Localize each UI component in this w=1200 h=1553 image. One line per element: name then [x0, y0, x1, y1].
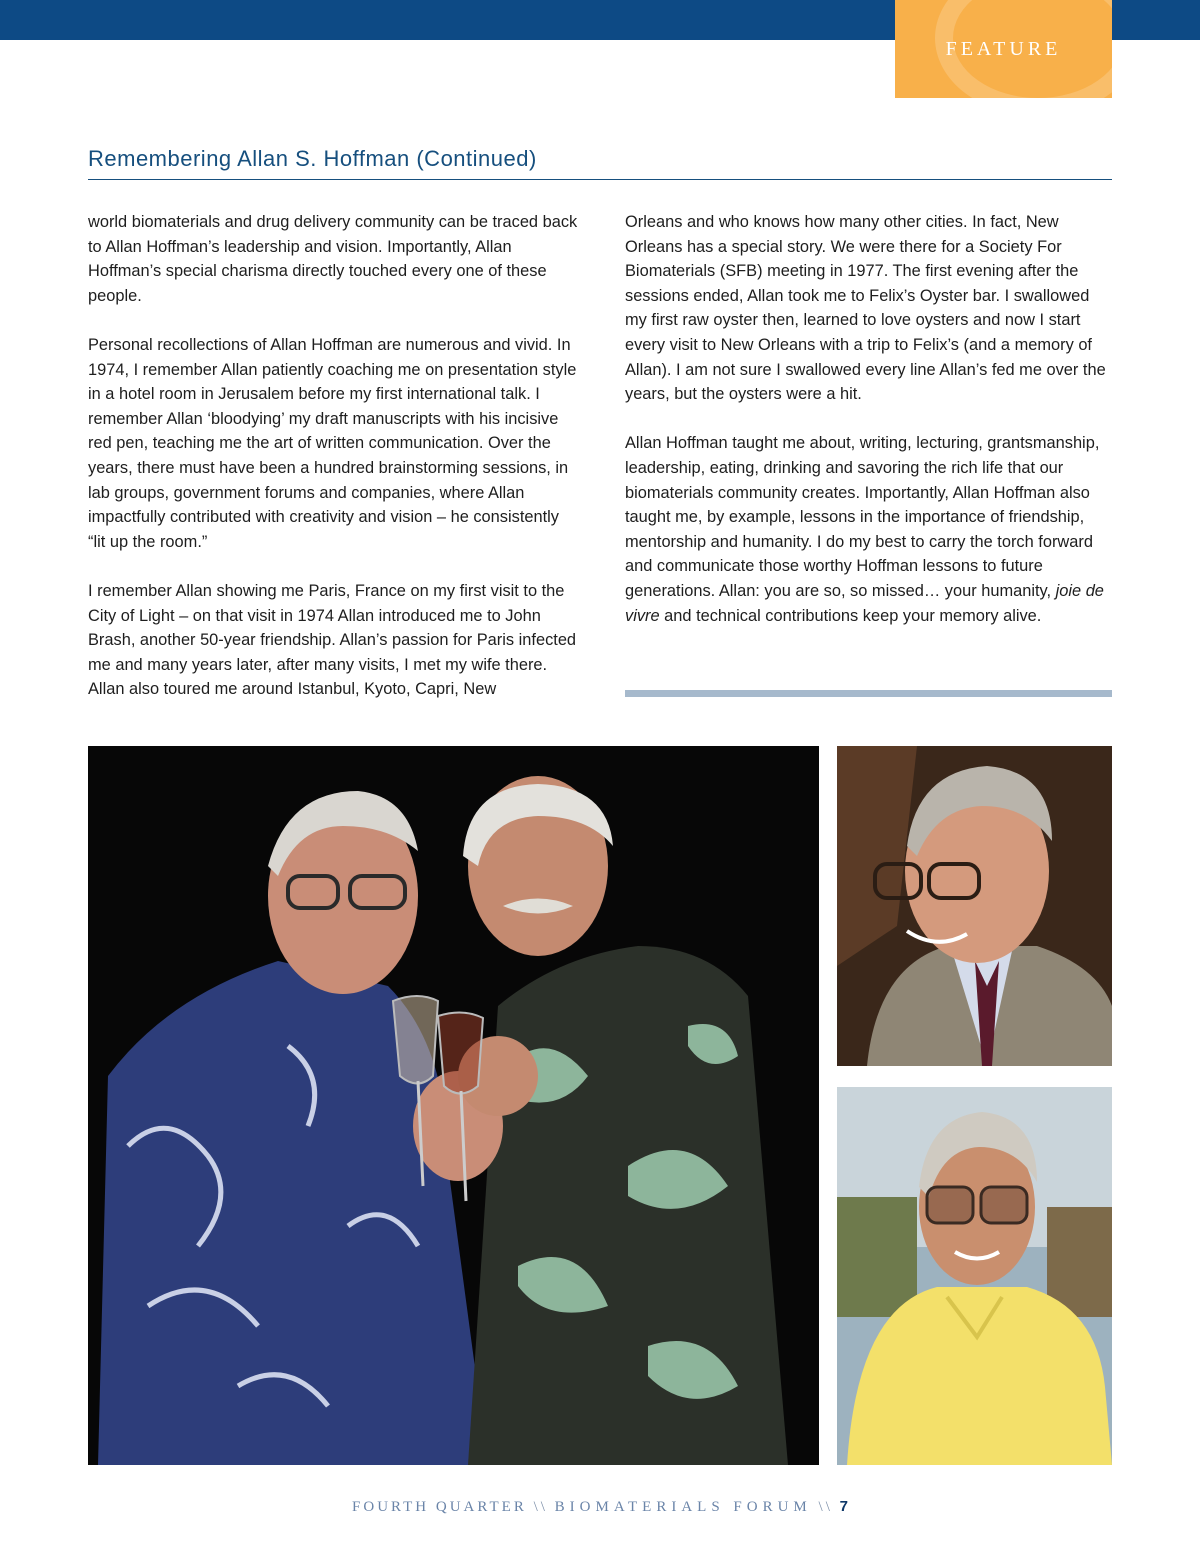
photo-portrait-suit: [837, 746, 1112, 1066]
paragraph-text: and technical contributions keep your memory alive.: [659, 606, 1042, 625]
paragraph: world biomaterials and drug delivery community can be traced back to Allan Hoffman’s leadership and vision. Importantly, Allan Hoffman’s special charisma directly touched every one of these people.: [88, 213, 578, 305]
italic-phrase: joie de vivre: [625, 581, 1104, 625]
article-end-divider: [625, 690, 1112, 697]
footer-separator: \\: [533, 1499, 548, 1515]
photo-portrait-yellow: [837, 1087, 1112, 1465]
footer-separator: \\: [818, 1499, 833, 1515]
footer-publication: BIOMATERIALS FORUM: [554, 1499, 812, 1515]
left-column: [88, 210, 578, 726]
photo-portrait-suit-illustration: [837, 746, 1112, 1066]
photo-portrait-yellow-illustration: [837, 1087, 1112, 1465]
title-divider: [88, 179, 1112, 180]
paragraph: [625, 431, 1115, 628]
photo-toast: [88, 746, 819, 1465]
photo-toast-illustration: [88, 746, 819, 1465]
paragraph: Personal recollections of Allan Hoffman are numerous and vivid. In 1974, I remember Allan patiently coaching me on presentation style in a hotel room in Jerusalem before my first international talk. I remember Allan ‘bloodying’ my draft manuscripts with his incisive red pen, teaching me the art of written communication. Over the years, there must have been a hundred brainstorming sessions, in lab groups, government forums and companies, where Allan impactfully contributed with creativity and vision – he consistently “lit up the room.”: [88, 335, 577, 551]
section-label: FEATURE: [945, 38, 1062, 60]
page-footer: [0, 1498, 1200, 1516]
article-title: Remembering Allan S. Hoffman (Continued): [88, 146, 537, 171]
page-number: 7: [839, 1498, 848, 1515]
right-column: [625, 210, 1115, 653]
paragraph: Orleans and who knows how many other cities. In fact, New Orleans has a special story. We were there for a Society For Biomaterials (SFB) meeting in 1977. The first evening after the sessions ended, Allan took me to Felix’s Oyster bar. I swallowed my first raw oyster then, learned to love oysters and now I start every visit to New Orleans with a trip to Felix’s (and a memory of Allan). I am not sure I swallowed every line Allan’s fed me over the years, but the oysters were a hit.: [625, 213, 1106, 404]
paragraph-text: Allan Hoffman taught me about, writing, lecturing, grantsmanship, leadership, eating, drinking and savoring the rich life that our biomaterials community creates. Importantly, Allan Hoffman also taught me, by example, lessons in the importance of friendship, mentorship and humanity. I do my best to carry the torch forward and communicate those worthy Hoffman lessons to future generations. Allan: you are so, so missed… your humanity,: [625, 434, 1100, 600]
footer-quarter: FOURTH QUARTER: [352, 1499, 527, 1515]
paragraph: I remember Allan showing me Paris, France on my first visit to the City of Light – on that visit in 1974 Allan introduced me to John Brash, another 50-year friendship. Allan’s passion for Paris infected me and many years later, after many visits, I met my wife there. Allan also toured me around Istanbul, Kyoto, Capri, New: [88, 581, 577, 699]
section-tab: [895, 0, 1112, 98]
